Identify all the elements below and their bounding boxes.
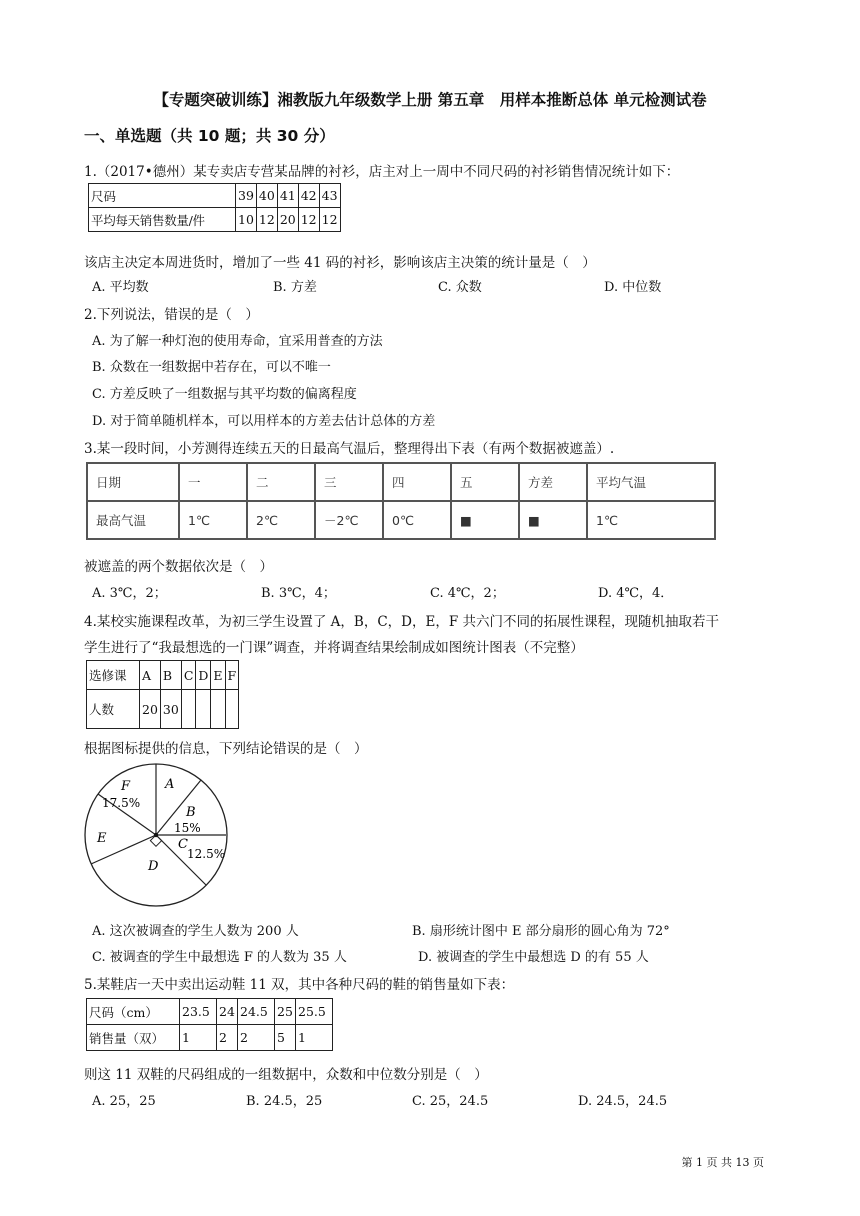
q4-header-cell: E xyxy=(211,661,225,690)
q1-row-cell: 10 xyxy=(236,208,257,232)
q3-header-cell: 平均气温 xyxy=(587,463,715,501)
q4-row-cell xyxy=(196,690,211,729)
pie-label-b: B xyxy=(186,805,196,820)
q3-header-cell: 方差 xyxy=(519,463,587,501)
q2-option-c: C. 方差反映了一组数据与其平均数的偏离程度 xyxy=(92,387,357,402)
q1-option-a: A. 平均数 xyxy=(92,280,149,295)
q4-question: 根据图标提供的信息，下列结论错误的是（ ） xyxy=(84,741,368,757)
q3-stem: 3.某一段时间，小芳测得连续五天的日最高气温后，整理得出下表（有两个数据被遮盖）. xyxy=(84,441,615,457)
q3-header-cell: 五 xyxy=(451,463,519,501)
q4-option-b: B. 扇形统计图中 E 部分扇形的圆心角为 72° xyxy=(412,924,670,939)
q1-option-c: C. 众数 xyxy=(438,280,482,295)
q4-option-c: C. 被调查的学生中最想选 F 的人数为 35 人 xyxy=(92,950,347,965)
q4-header-cell: 选修课 xyxy=(87,661,140,690)
pie-chart xyxy=(80,760,240,910)
q1-row-cell: 20 xyxy=(277,208,298,232)
q4-option-d: D. 被调查的学生中最想选 D 的有 55 人 xyxy=(418,950,649,965)
q4-header-cell: C xyxy=(181,661,196,690)
q1-stem: 1.（2017•德州）某专卖店专营某品牌的衬衫，店主对上一周中不同尺码的衬衫销售情况统计如下： xyxy=(84,164,680,180)
q1-row-cell: 12 xyxy=(298,208,319,232)
q5-header-cell: 23.5 xyxy=(180,999,217,1025)
q4-row-cell xyxy=(211,690,225,729)
q1-header-cell: 42 xyxy=(298,184,319,208)
q4-row-cell xyxy=(181,690,196,729)
q5-row-cell: 1 xyxy=(180,1025,217,1051)
q4-stem-line1: 4.某校实施课程改革，为初三学生设置了 A，B，C，D，E，F 共六门不同的拓展性课程，现随机抽取若干 xyxy=(84,614,720,630)
section-heading: 一、单选题（共 10 题；共 30 分） xyxy=(84,127,335,145)
pie-label-e: E xyxy=(97,831,107,846)
q5-header-cell: 尺码（cm） xyxy=(87,999,180,1025)
q4-header-cell: D xyxy=(196,661,211,690)
pie-label-d: D xyxy=(148,859,159,874)
pie-pct-c: 12.5% xyxy=(187,847,226,861)
q1-row-cell: 平均每天销售数量/件 xyxy=(89,208,236,232)
q3-question: 被遮盖的两个数据依次是（ ） xyxy=(84,559,273,575)
q4-row-cell: 30 xyxy=(160,690,181,729)
q2-option-a: A. 为了解一种灯泡的使用寿命，宜采用普查的方法 xyxy=(92,334,383,349)
q2-option-b: B. 众数在一组数据中若存在，可以不唯一 xyxy=(92,360,331,375)
q4-stem-line2: 学生进行了“我最想选的一门课”调查，并将调查结果绘制成如图统计图表（不完整） xyxy=(84,640,584,656)
pie-label-a: A xyxy=(165,777,175,792)
q3-table xyxy=(86,462,716,540)
q4-row-cell: 人数 xyxy=(87,690,140,729)
q4-option-a: A. 这次被调查的学生人数为 200 人 xyxy=(92,924,299,939)
q3-option-b: B. 3℃，4； xyxy=(261,586,336,601)
q5-option-b: B. 24.5，25 xyxy=(246,1094,323,1109)
q3-row-cell: 1℃ xyxy=(587,501,715,539)
q1-row-cell: 12 xyxy=(256,208,277,232)
q5-row-cell: 2 xyxy=(238,1025,275,1051)
q3-row-cell: ■ xyxy=(451,501,519,539)
q1-option-d: D. 中位数 xyxy=(604,280,662,295)
q3-row-cell: 1℃ xyxy=(179,501,247,539)
q3-option-c: C. 4℃，2； xyxy=(430,586,505,601)
q1-header-cell: 39 xyxy=(236,184,257,208)
q5-header-cell: 24 xyxy=(217,999,238,1025)
q3-header-cell: 四 xyxy=(383,463,451,501)
q3-header-cell: 二 xyxy=(247,463,315,501)
q3-row-cell: ■ xyxy=(519,501,587,539)
q5-row-cell: 1 xyxy=(296,1025,333,1051)
q3-option-a: A. 3℃，2； xyxy=(92,586,167,601)
q5-table xyxy=(86,998,333,1051)
q1-header-cell: 40 xyxy=(256,184,277,208)
q3-header-cell: 三 xyxy=(315,463,383,501)
q5-option-a: A. 25，25 xyxy=(92,1094,156,1109)
q1-header-cell: 尺码 xyxy=(89,184,236,208)
q5-row-cell: 2 xyxy=(217,1025,238,1051)
q5-option-d: D. 24.5，24.5 xyxy=(578,1094,668,1109)
q4-header-cell: B xyxy=(160,661,181,690)
page-number: 第 1 页 共 13 页 xyxy=(681,1156,764,1169)
q5-header-cell: 24.5 xyxy=(238,999,275,1025)
q3-row-cell: 最高气温 xyxy=(87,501,179,539)
q5-row-cell: 销售量（双） xyxy=(87,1025,180,1051)
q1-header-cell: 43 xyxy=(319,184,340,208)
q2-option-d: D. 对于简单随机样本，可以用样本的方差去估计总体的方差 xyxy=(92,414,436,429)
q5-option-c: C. 25，24.5 xyxy=(412,1094,489,1109)
q4-row-cell: 20 xyxy=(140,690,161,729)
q3-header-cell: 一 xyxy=(179,463,247,501)
q5-header-cell: 25 xyxy=(275,999,296,1025)
q1-header-cell: 41 xyxy=(277,184,298,208)
q1-row-cell: 12 xyxy=(319,208,340,232)
q3-row-cell: 0℃ xyxy=(383,501,451,539)
pie-label-f: F xyxy=(121,779,131,794)
q1-question: 该店主决定本周进货时，增加了一些 41 码的衬衫，影响该店主决策的统计量是（ ） xyxy=(84,255,596,271)
pie-center xyxy=(154,833,158,837)
q5-question: 则这 11 双鞋的尺码组成的一组数据中，众数和中位数分别是（ ） xyxy=(84,1067,488,1083)
document-title: 【专题突破训练】湘教版九年级数学上册 第五章 用样本推断总体 单元检测试卷 xyxy=(153,91,707,109)
pie-pct-b: 15% xyxy=(174,821,201,835)
q5-header-cell: 25.5 xyxy=(296,999,333,1025)
pie-label-c: C xyxy=(178,837,188,852)
pie-pct-f: 17.5% xyxy=(102,796,141,810)
q1-option-b: B. 方差 xyxy=(273,280,317,295)
q3-option-d: D. 4℃，4． xyxy=(598,586,674,601)
q5-row-cell: 5 xyxy=(275,1025,296,1051)
q5-stem: 5.某鞋店一天中卖出运动鞋 11 双，其中各种尺码的鞋的销售量如下表： xyxy=(84,977,515,993)
q1-table xyxy=(88,183,341,232)
q4-header-cell: F xyxy=(225,661,239,690)
q3-row-cell: －2℃ xyxy=(315,501,383,539)
q2-stem: 2.下列说法，错误的是（ ） xyxy=(84,307,259,323)
q4-header-cell: A xyxy=(140,661,161,690)
q4-table xyxy=(86,660,239,729)
q3-row-cell: 2℃ xyxy=(247,501,315,539)
q4-row-cell xyxy=(225,690,239,729)
q3-header-cell: 日期 xyxy=(87,463,179,501)
